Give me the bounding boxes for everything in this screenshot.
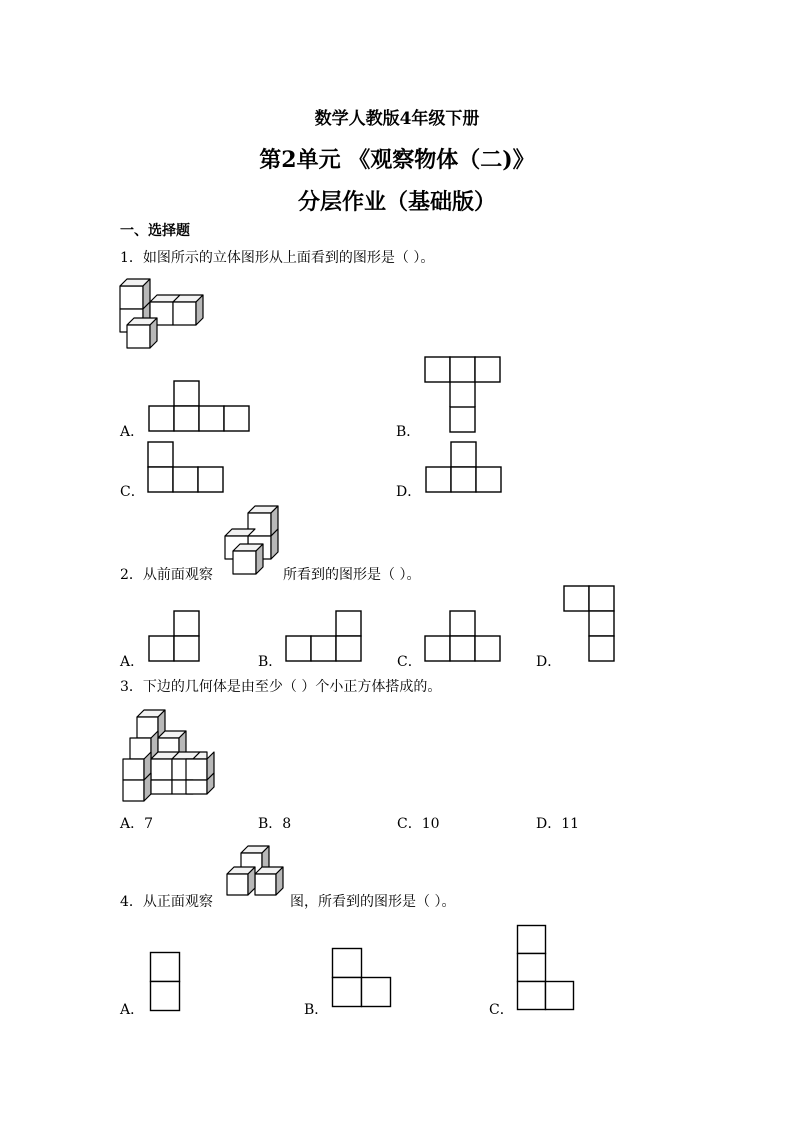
q1-option-c-figure <box>147 441 226 495</box>
q3-option-b[interactable]: B．8 <box>258 816 292 832</box>
question-4-text-start: 4．从正面观察 <box>120 894 213 910</box>
worksheet-title: 分层作业（基础版） <box>297 189 496 215</box>
q4-option-b-figure <box>331 947 395 1011</box>
unit-title: 第2单元 《观察物体（二)》 <box>259 147 535 173</box>
document-subtitle: 数学人教版4年级下册 <box>314 109 480 129</box>
q3-solid-figure <box>120 707 216 801</box>
question-1-text: 1．如图所示的立体图形从上面看到的图形是（ ）。 <box>120 250 435 266</box>
q4-solid-figure <box>224 844 292 902</box>
q2-option-d-label[interactable]: D． <box>536 654 562 670</box>
q4-option-a-label[interactable]: A． <box>120 1002 145 1018</box>
q2-option-c-label[interactable]: C． <box>397 654 422 670</box>
q2-option-d-figure <box>563 585 617 664</box>
q1-solid-figure <box>118 278 208 354</box>
q1-option-d-figure <box>425 441 504 495</box>
q4-option-a-figure <box>149 951 183 1013</box>
q1-option-b-figure <box>424 356 503 436</box>
q4-option-b-label[interactable]: B． <box>304 1002 329 1018</box>
q4-option-c-label[interactable]: C． <box>489 1002 514 1018</box>
q1-option-d-label[interactable]: D． <box>396 484 422 500</box>
question-2-text-start: 2．从前面观察 <box>120 567 213 583</box>
question-3-text: 3．下边的几何体是由至少（ ）个小正方体搭成的。 <box>120 679 442 695</box>
question-4-text-end: 图，所看到的图形是（ ）。 <box>290 894 456 910</box>
q2-option-a-label[interactable]: A． <box>120 654 145 670</box>
q3-option-a[interactable]: A．7 <box>120 816 154 832</box>
q2-option-b-label[interactable]: B． <box>258 654 283 670</box>
question-2-text-end: 所看到的图形是（ ）。 <box>283 567 421 583</box>
q2-option-b-figure <box>285 610 364 664</box>
q3-option-c[interactable]: C．10 <box>397 816 440 832</box>
q3-option-d[interactable]: D．11 <box>536 816 580 832</box>
section-heading: 一、选择题 <box>120 223 190 239</box>
q1-option-a-figure <box>148 380 252 434</box>
q2-option-a-figure <box>148 610 202 664</box>
q1-option-a-label[interactable]: A． <box>120 424 145 440</box>
q2-option-c-figure <box>424 610 503 664</box>
q2-solid-figure <box>222 504 284 580</box>
q1-option-c-label[interactable]: C． <box>120 484 145 500</box>
q1-option-b-label[interactable]: B． <box>396 424 421 440</box>
q4-option-c-figure <box>516 924 578 1012</box>
